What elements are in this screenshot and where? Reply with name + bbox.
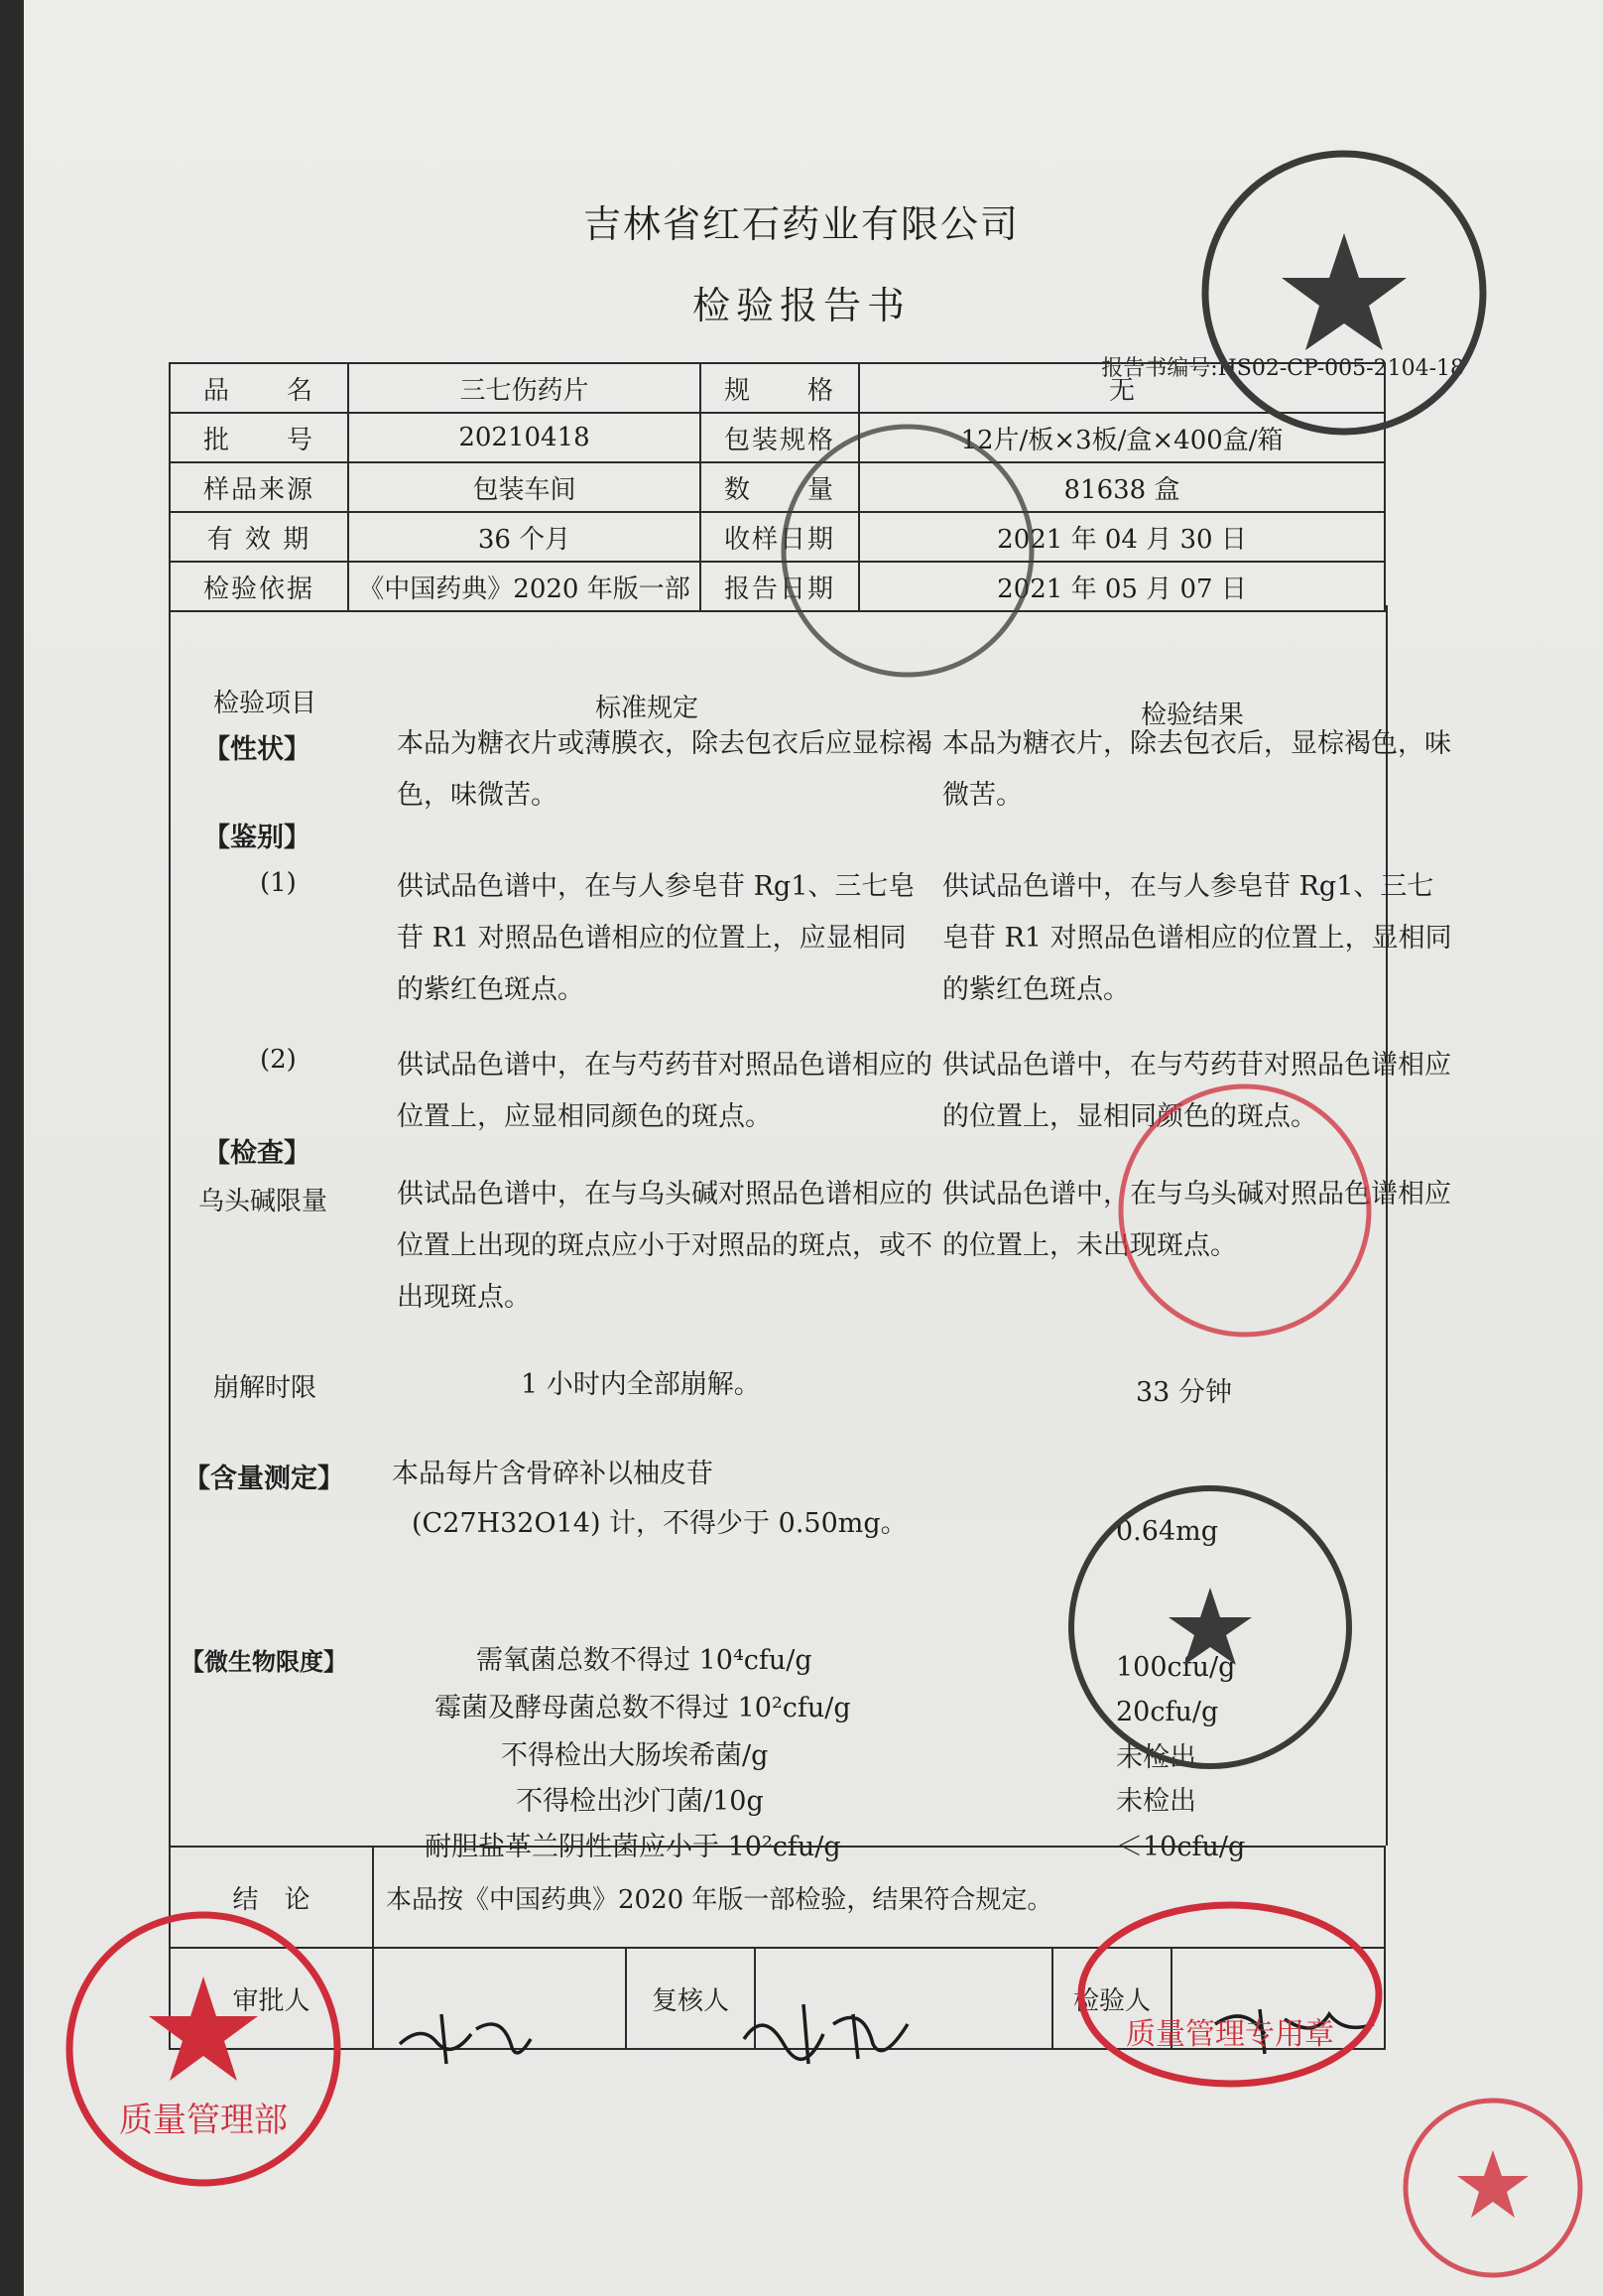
pack-value: 12片/板×3板/盒×400盒/箱 bbox=[859, 413, 1385, 462]
scan-edge bbox=[0, 0, 24, 2296]
disintegration-result: 33 分钟 bbox=[1136, 1377, 1232, 1408]
col-standard: 标准规定 bbox=[595, 694, 699, 723]
company-title: 吉林省红石药业有限公司 bbox=[582, 202, 1020, 246]
batch-label: 批 号 bbox=[170, 413, 348, 462]
recv-label: 收样日期 bbox=[700, 512, 859, 562]
batch-value: 20210418 bbox=[348, 413, 700, 462]
aconitine-label: 乌头碱限量 bbox=[198, 1187, 328, 1216]
conclusion-label: 结 论 bbox=[170, 1847, 373, 1948]
section-microbial: 【微生物限度】 bbox=[181, 1647, 347, 1676]
assay-result: 0.64mg bbox=[1116, 1516, 1219, 1547]
disintegration-standard: 1 小时内全部崩解。 bbox=[521, 1369, 761, 1400]
inspector-label: 检验人 bbox=[1052, 1948, 1171, 2049]
basis-value: 《中国药典》2020 年版一部 bbox=[348, 562, 700, 611]
ident-2-standard: 供试品色谱中，在与芍药苷对照品色谱相应的位置上，应显相同颜色的斑点。 bbox=[397, 1050, 932, 1132]
report-date-label: 报告日期 bbox=[700, 562, 859, 611]
section-identification: 【鉴别】 bbox=[203, 823, 310, 853]
info-row bbox=[170, 363, 1385, 413]
report-date-value: 2021 年 05 月 07 日 bbox=[859, 562, 1385, 611]
pack-label: 包装规格 bbox=[700, 413, 859, 462]
section-assay: 【含量测定】 bbox=[184, 1464, 344, 1494]
spec-value: 无 bbox=[859, 363, 1385, 413]
supplier-quality-seal bbox=[60, 1905, 347, 2193]
traits-standard: 本品为糖衣片或薄膜衣，除去包衣后应显棕褐色，味微苦。 bbox=[397, 728, 932, 811]
basis-label: 检验依据 bbox=[170, 562, 348, 611]
distributor-quality-seal bbox=[1071, 1895, 1389, 2094]
micro-res-4: 未检出 bbox=[1116, 1786, 1196, 1817]
qty-value: 81638 盒 bbox=[859, 462, 1385, 512]
svg-text:质量管理专用章: 质量管理专用章 bbox=[1126, 2017, 1334, 2052]
info-row bbox=[170, 462, 1385, 512]
corner-seal bbox=[1394, 2089, 1592, 2287]
col-result: 检验结果 bbox=[1141, 701, 1245, 730]
conclusion-text: 本品按《中国药典》2020 年版一部检验，结果符合规定。 bbox=[373, 1847, 1385, 1948]
recv-value: 2021 年 04 月 30 日 bbox=[859, 512, 1385, 562]
ident-2-number: (2) bbox=[260, 1045, 297, 1075]
traits-result: 本品为糖衣片，除去包衣后，显棕褐色，味微苦。 bbox=[942, 728, 1451, 811]
ident-1-result: 供试品色谱中，在与人参皂苷 Rg1、三七皂苷 R1 对照品色谱相应的位置上，显相同的紫红色斑点。 bbox=[942, 871, 1452, 1005]
ident-1-standard: 供试品色谱中，在与人参皂苷 Rg1、三七皂苷 R1 对照品色谱相应的位置上，应显相同的紫红色斑点。 bbox=[397, 871, 916, 1005]
product-name: 三七伤药片 bbox=[348, 363, 700, 413]
disintegration-label: 崩解时限 bbox=[213, 1373, 317, 1403]
micro-res-3: 未检出 bbox=[1116, 1742, 1196, 1773]
section-check: 【检查】 bbox=[203, 1138, 310, 1169]
micro-std-2: 霉菌及酵母菌总数不得过 10²cfu/g bbox=[434, 1693, 851, 1723]
micro-res-5: ＜10cfu/g bbox=[1116, 1832, 1246, 1862]
source-value: 包装车间 bbox=[348, 462, 700, 512]
aconitine-standard: 供试品色谱中，在与乌头碱对照品色谱相应的位置上出现的斑点应小于对照品的斑点，或不出现斑点。 bbox=[397, 1179, 932, 1313]
report-number: 报告书编号:HS02-CP-005-2104-18 bbox=[1101, 356, 1464, 381]
document-title: 检验报告书 bbox=[691, 284, 911, 327]
section-traits: 【性状】 bbox=[203, 734, 310, 765]
approver-signature bbox=[392, 2004, 541, 2074]
reviewer-signature bbox=[734, 1994, 923, 2074]
aconitine-result: 供试品色谱中，在与乌头碱对照品色谱相应的位置上，未出现斑点。 bbox=[942, 1179, 1451, 1261]
assay-standard-line1: 本品每片含骨碎补以柚皮苷 bbox=[392, 1459, 713, 1489]
qty-label: 数 量 bbox=[700, 462, 859, 512]
micro-std-5: 耐胆盐革兰阴性菌应小于 10²cfu/g bbox=[425, 1832, 841, 1862]
assay-standard-line2: (C27H32O14) 计，不得少于 0.50mg。 bbox=[412, 1508, 908, 1539]
micro-std-4: 不得检出沙门菌/10g bbox=[516, 1786, 764, 1817]
spec-label: 规 格 bbox=[700, 363, 859, 413]
micro-res-1: 100cfu/g bbox=[1116, 1652, 1236, 1683]
micro-std-1: 需氧菌总数不得过 10⁴cfu/g bbox=[476, 1645, 812, 1676]
svg-text:质量管理部: 质量管理部 bbox=[119, 2101, 288, 2140]
ident-1-number: (1) bbox=[260, 868, 297, 898]
source-label: 样品来源 bbox=[170, 462, 348, 512]
ident-2-result: 供试品色谱中，在与芍药苷对照品色谱相应的位置上，显相同颜色的斑点。 bbox=[942, 1050, 1451, 1132]
company-seal-lower bbox=[1061, 1478, 1359, 1776]
reviewer-label: 复核人 bbox=[626, 1948, 755, 2049]
quality-seal-red bbox=[1111, 1077, 1379, 1344]
approver-label: 审批人 bbox=[170, 1948, 373, 2049]
valid-label: 有 效 期 bbox=[170, 512, 348, 562]
info-row bbox=[170, 413, 1385, 462]
col-item: 检验项目 bbox=[213, 689, 317, 718]
company-seal-middle bbox=[774, 417, 1042, 685]
name-label: 品 名 bbox=[170, 363, 348, 413]
micro-std-3: 不得检出大肠埃希菌/g bbox=[501, 1740, 769, 1771]
valid-value: 36 个月 bbox=[348, 512, 700, 562]
company-seal-top bbox=[1190, 139, 1498, 446]
micro-res-2: 20cfu/g bbox=[1116, 1697, 1219, 1727]
